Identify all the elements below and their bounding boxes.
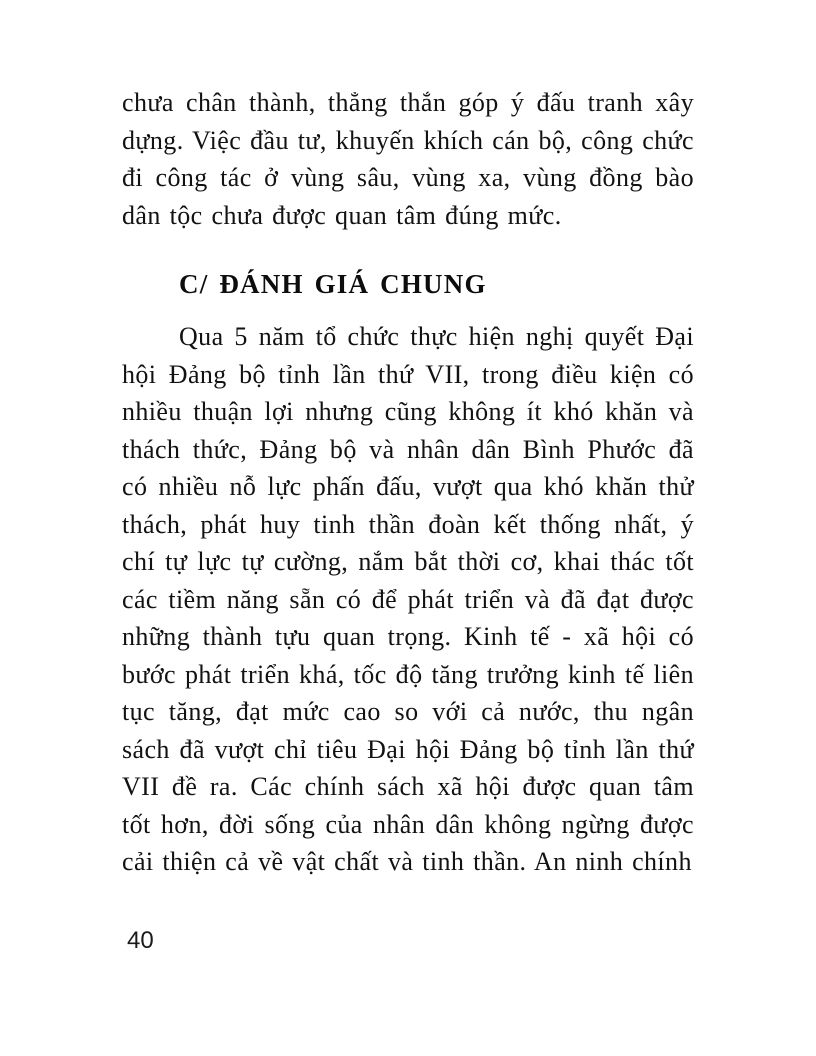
- body-paragraph-2: Qua 5 năm tổ chức thực hiện nghị quyết Đại hội Đảng bộ tỉnh lần thứ VII, trong điều kiện có nhiều thuận lợi nhưng cũng không ít khó khăn và thách thức, Đảng bộ và nhân dân Bình Phước đã có nhiều nỗ lực phấn đấu, vượt qua khó khăn thử thách, phát huy tinh thần đoàn kết thống nhất, ý chí tự lực tự cường, nắm bắt thời cơ, khai thác tốt các tiềm năng sẵn có để phát triển và đã đạt được những thành tựu quan trọng. Kinh tế - xã hội có bước phát triển khá, tốc độ tăng trưởng kinh tế liên tục tăng, đạt mức cao so với cả nước, thu ngân sách đã vượt chỉ tiêu Đại hội Đảng bộ tỉnh lần thứ VII đề ra. Các chính sách xã hội được quan tâm tốt hơn, đời sống của nhân dân không ngừng được cải thiện cả về vật chất và tinh thần. An ninh chính: [122, 322, 694, 876]
- page-number: 40: [127, 927, 154, 954]
- section-heading: C/ ĐÁNH GIÁ CHUNG: [179, 269, 487, 299]
- body-paragraph-1: chưa chân thành, thẳng thắn góp ý đấu tranh xây dựng. Việc đầu tư, khuyến khích cán bộ, công chức đi công tác ở vùng sâu, vùng xa, vùng đồng bào dân tộc chưa được quan tâm đúng mức.: [122, 88, 694, 230]
- text-block: [122, 84, 694, 881]
